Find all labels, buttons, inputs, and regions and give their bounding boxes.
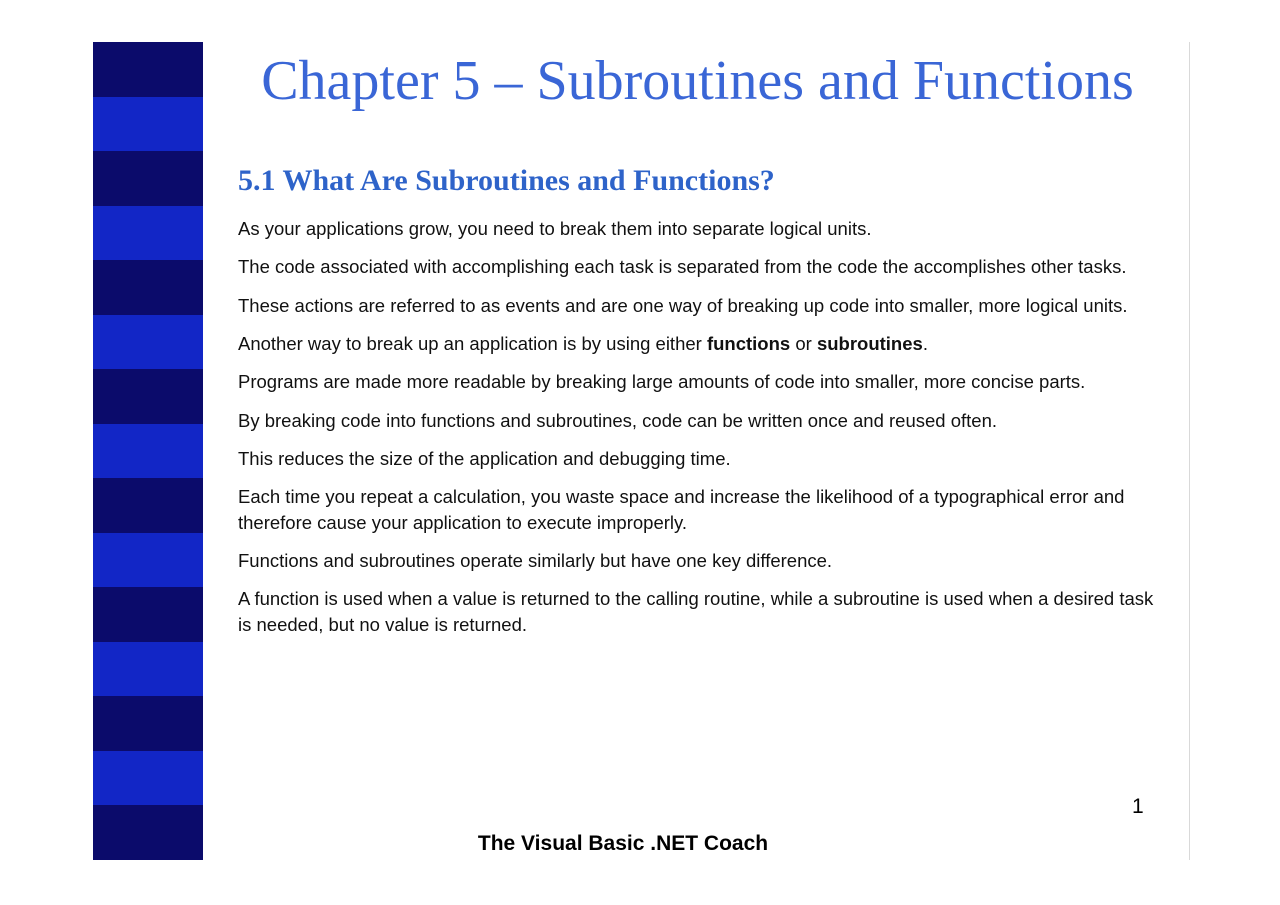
page-number: 1 xyxy=(1132,795,1144,818)
body-paragraph: By breaking code into functions and subroutines, code can be written once and reused often. xyxy=(238,409,997,431)
body-paragraph: As your applications grow, you need to break them into separate logical units. xyxy=(238,218,872,239)
vertical-divider xyxy=(1189,42,1190,860)
stripe-block xyxy=(93,478,203,533)
body-content xyxy=(238,216,1158,650)
stripe-block xyxy=(93,97,203,152)
stripe-block xyxy=(93,751,203,806)
stripe-block xyxy=(93,424,203,479)
body-paragraph: Functions and subroutines operate similarly but have one key difference. xyxy=(238,550,833,572)
body-paragraph: A function is used when a value is returned to the calling routine, while a subroutine is used when a desired task is needed, but no value is returned. xyxy=(238,588,1154,635)
stripe-block xyxy=(93,260,203,315)
footer-text: The Visual Basic .NET Coach xyxy=(477,832,769,855)
stripe-block xyxy=(93,315,203,370)
stripe-block xyxy=(93,533,203,588)
stripe-block xyxy=(93,642,203,697)
page-title: Chapter 5 – Subroutines and Functions xyxy=(261,50,1134,112)
body-paragraph: The code associated with accomplishing each task is separated from the code the accomplishes other tasks. xyxy=(238,256,1127,278)
decorative-stripe-column xyxy=(93,42,203,860)
stripe-block xyxy=(93,587,203,642)
stripe-block xyxy=(93,696,203,751)
body-paragraph: Programs are made more readable by breaking large amounts of code into smaller, more concise parts. xyxy=(238,371,1086,393)
body-paragraph: This reduces the size of the application and debugging time. xyxy=(238,448,731,470)
body-paragraph: Another way to break up an application is by using either functions or subroutines. xyxy=(238,333,928,355)
stripe-block xyxy=(93,805,203,860)
body-paragraph: Each time you repeat a calculation, you waste space and increase the likelihood of a typographical error and therefore cause your application to execute improperly. xyxy=(238,486,1125,533)
stripe-block xyxy=(93,206,203,261)
section-heading: 5.1 What Are Subroutines and Functions? xyxy=(238,164,775,197)
body-paragraph: These actions are referred to as events and are one way of breaking up code into smaller, more logical units. xyxy=(238,294,1128,316)
stripe-block xyxy=(93,151,203,206)
stripe-block xyxy=(93,369,203,424)
stripe-block xyxy=(93,42,203,97)
